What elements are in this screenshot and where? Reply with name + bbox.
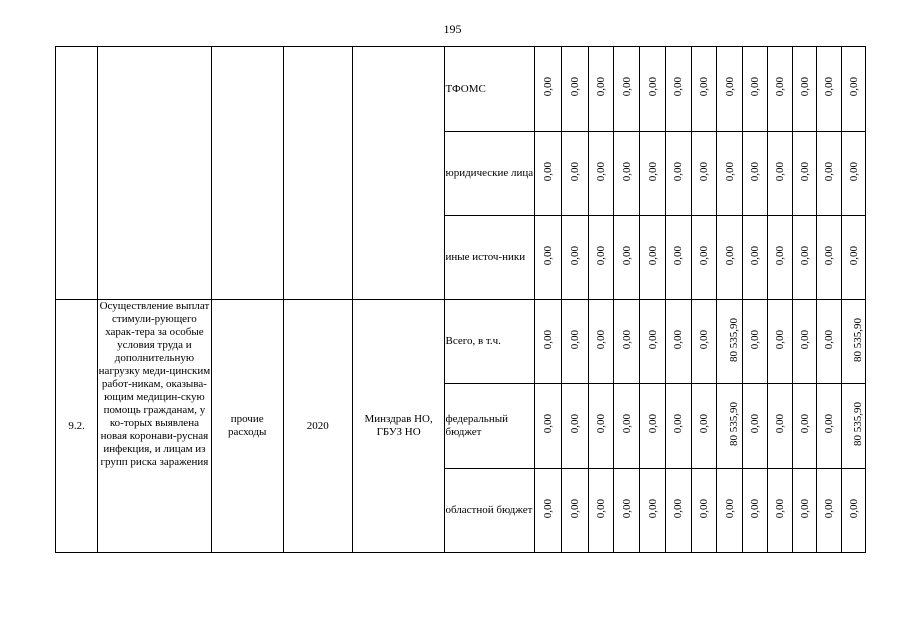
value-cell [817,132,842,216]
empty-year-cell [283,47,352,300]
value-cell [691,132,717,216]
value-text: 0,00 [749,161,762,182]
value-text: 0,00 [698,161,711,182]
funding-source: федеральный бюджет [445,384,535,469]
value-cell [792,469,817,553]
value-cell [691,216,717,300]
year: 2020 [283,300,352,553]
value-cell [792,384,817,469]
value-text: 0,00 [672,498,685,519]
value-text: 0,00 [773,161,786,182]
value-text: 0,00 [798,414,811,434]
value-text: 0,00 [672,161,685,182]
value-cell [817,469,842,553]
value-cell [743,300,768,384]
funding-source: ТФОМС [445,47,535,132]
value-text: 0,00 [672,245,685,266]
value-cell [691,47,717,132]
value-cell [691,300,717,384]
value-text: 0,00 [698,77,711,97]
value-cell [588,216,614,300]
value-text: 0,00 [847,498,860,519]
value-cell [665,216,691,300]
value-text: 80 535,90 [727,402,740,446]
value-text: 0,00 [773,498,786,519]
value-text: 0,00 [723,245,736,266]
value-cell [561,216,588,300]
value-text: 0,00 [798,329,811,350]
value-cell [640,300,666,384]
value-text: 0,00 [798,161,811,182]
value-text: 0,00 [773,329,786,350]
value-text: 0,00 [749,245,762,266]
value-cell [561,47,588,132]
value-cell [561,132,588,216]
empty-type-cell [211,47,283,300]
value-cell [842,216,866,300]
value-text: 0,00 [773,414,786,434]
value-text: 0,00 [798,498,811,519]
value-cell [535,384,562,469]
value-cell [535,47,562,132]
value-cell [717,300,743,384]
value-text: 0,00 [672,414,685,434]
value-text: 0,00 [568,329,581,350]
value-text: 0,00 [568,161,581,182]
value-cell [842,132,866,216]
value-cell [614,47,640,132]
value-cell [561,300,588,384]
value-text: 0,00 [773,77,786,97]
value-text: 0,00 [723,77,736,97]
value-cell [743,469,768,553]
value-cell [691,384,717,469]
value-text: 0,00 [749,414,762,434]
value-cell [817,47,842,132]
value-text: 0,00 [595,245,608,266]
value-cell [792,132,817,216]
value-cell [588,469,614,553]
value-cell [665,132,691,216]
value-text: 0,00 [646,414,659,434]
value-cell [792,300,817,384]
value-text: 0,00 [542,329,555,350]
value-text: 0,00 [646,245,659,266]
value-text: 0,00 [823,498,836,519]
empty-executor-cell [352,47,445,300]
value-text: 0,00 [749,77,762,97]
empty-name-cell [98,47,211,300]
value-cell [614,132,640,216]
value-text: 0,00 [672,329,685,350]
value-text: 0,00 [646,77,659,97]
value-cell [640,47,666,132]
value-text: 0,00 [723,161,736,182]
value-cell [588,384,614,469]
funding-source: Всего, в т.ч. [445,300,535,384]
value-text: 80 535,90 [727,317,740,362]
value-text: 0,00 [773,245,786,266]
value-text: 0,00 [698,245,711,266]
value-cell [691,469,717,553]
value-cell [665,384,691,469]
value-text: 0,00 [798,245,811,266]
value-cell [614,216,640,300]
value-text: 0,00 [595,414,608,434]
value-cell [588,132,614,216]
value-cell [817,300,842,384]
item-name: Осуществление выплат стимули-рующего харак-тера за особые условия труда и дополнительную нагрузку меди-цинским работ-никам, оказыва-ющим медицин-скую помощь гражданам, у ко-торых выявлена новая коронави-русная инфекция, и лицам из групп риска заражения [98,300,211,553]
value-text: 0,00 [847,77,860,97]
value-text: 0,00 [698,498,711,519]
value-cell [614,300,640,384]
value-cell [588,300,614,384]
value-text: 0,00 [798,77,811,97]
value-text: 0,00 [620,498,633,519]
budget-table [55,46,866,553]
value-cell [817,384,842,469]
value-cell [767,132,792,216]
table-row [56,300,866,384]
value-text: 0,00 [542,498,555,519]
value-text: 0,00 [698,329,711,350]
value-cell [640,384,666,469]
value-cell [767,216,792,300]
value-cell [842,469,866,553]
value-cell [767,469,792,553]
value-text: 0,00 [595,329,608,350]
expense-type: прочие расходы [211,300,283,553]
table-row [56,47,866,132]
value-cell [743,132,768,216]
value-cell [614,469,640,553]
page-number: 195 [443,22,462,36]
value-text: 0,00 [542,77,555,97]
value-cell [588,47,614,132]
value-cell [767,300,792,384]
value-text: 0,00 [595,77,608,97]
value-cell [842,384,866,469]
value-cell [640,132,666,216]
value-text: 0,00 [620,77,633,97]
value-text: 0,00 [542,161,555,182]
value-text: 0,00 [568,498,581,519]
value-text: 0,00 [568,245,581,266]
value-cell [842,47,866,132]
value-text: 0,00 [723,498,736,519]
value-cell [535,216,562,300]
funding-source: областной бюджет [445,469,535,553]
executor: Минздрав НО, ГБУЗ НО [352,300,445,553]
value-cell [792,47,817,132]
value-cell [535,300,562,384]
value-cell [743,47,768,132]
value-text: 0,00 [620,245,633,266]
value-cell [717,216,743,300]
value-cell [743,216,768,300]
value-text: 0,00 [595,161,608,182]
value-cell [767,47,792,132]
empty-number-cell [56,47,98,300]
value-text: 0,00 [823,329,836,350]
value-text: 0,00 [646,161,659,182]
value-text: 0,00 [847,161,860,182]
value-cell [535,132,562,216]
value-cell [665,300,691,384]
value-text: 0,00 [698,414,711,434]
value-text: 0,00 [620,161,633,182]
value-cell [535,469,562,553]
value-cell [842,300,866,384]
item-number: 9.2. [56,300,98,553]
value-cell [665,469,691,553]
value-text: 0,00 [542,414,555,434]
value-cell [717,47,743,132]
value-text: 0,00 [749,498,762,519]
value-cell [792,216,817,300]
funding-source: юридические лица [445,132,535,216]
value-text: 0,00 [823,414,836,434]
value-text: 0,00 [595,498,608,519]
value-text: 0,00 [620,329,633,350]
value-text: 0,00 [749,329,762,350]
value-cell [743,384,768,469]
value-text: 0,00 [620,414,633,434]
value-text: 0,00 [672,77,685,97]
value-cell [614,384,640,469]
value-text: 0,00 [847,245,860,266]
value-cell [640,469,666,553]
value-cell [717,469,743,553]
value-text: 0,00 [823,245,836,266]
value-text: 0,00 [568,77,581,97]
value-cell [665,47,691,132]
value-text: 0,00 [646,498,659,519]
value-cell [717,384,743,469]
value-cell [561,469,588,553]
value-text: 80 535,90 [851,317,864,362]
value-cell [767,384,792,469]
funding-source: иные источ-ники [445,216,535,300]
value-text: 0,00 [646,329,659,350]
value-text: 0,00 [542,245,555,266]
value-cell [817,216,842,300]
value-text: 0,00 [823,161,836,182]
value-cell [561,384,588,469]
value-cell [717,132,743,216]
value-text: 0,00 [823,77,836,97]
value-cell [640,216,666,300]
value-text: 80 535,90 [851,402,864,446]
value-text: 0,00 [568,414,581,434]
